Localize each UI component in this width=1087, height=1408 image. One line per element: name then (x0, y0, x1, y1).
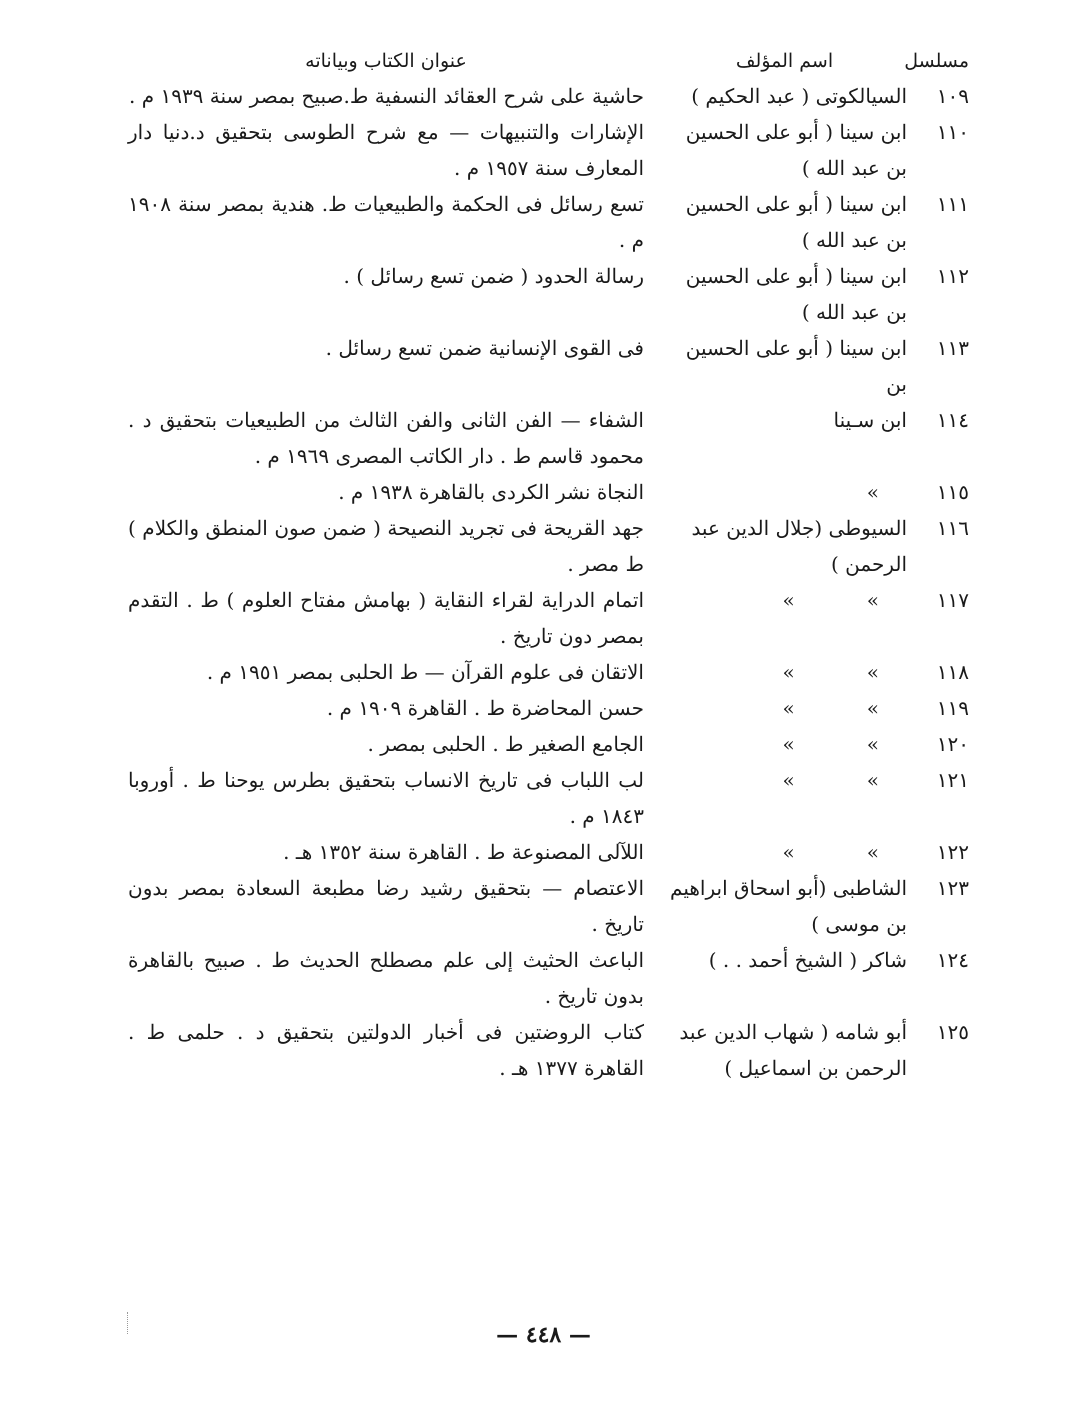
table-row (128, 726, 969, 762)
row-serial: ١١٤ (936, 408, 969, 432)
ditto-mark: » (782, 768, 795, 792)
row-author: الشاطبى (أبو اسحاق ابراهيم بن موسى ) (670, 876, 907, 936)
table-row (128, 114, 969, 186)
table-row (128, 1014, 969, 1086)
table-row (128, 942, 969, 1014)
row-author: ابن سينا ( أبو على الحسين بن عبد الله ) (685, 264, 907, 324)
ditto-mark: » (782, 660, 795, 684)
row-serial: ١٢٠ (936, 732, 969, 756)
header-title: عنوان الكتاب وبياناته (305, 50, 467, 72)
row-serial: ١٠٩ (936, 84, 969, 108)
row-author: ابن سينا ( أبو على الحسين بن عبد الله ) (685, 192, 907, 252)
table-row (128, 582, 969, 654)
row-author (644, 726, 907, 762)
row-serial: ١١١ (936, 192, 969, 216)
ditto-mark: » (866, 840, 879, 864)
table-row (128, 870, 969, 942)
row-title: الشفاء — الفن الثانى والفن الثالث من الطبيعيات بتحقيق د . محمود قاسم ط . دار الكاتب المصرى ١٩٦٩ م . (128, 408, 644, 468)
row-author: شاكر ( الشيخ أحمد . . ) (708, 948, 907, 972)
table-row (128, 690, 969, 726)
row-title: كتاب الروضتين فى أخبار الدولتين بتحقيق د . حلمى ط . القاهرة ١٣٧٧ هـ . (128, 1020, 644, 1080)
row-title: الاتقان فى علوم القرآن — ط الحلبى بمصر ١٩٥١ م . (206, 660, 644, 684)
ditto-mark: » (782, 588, 795, 612)
table-row (128, 330, 969, 402)
row-title: الجامع الصغير ط . الحلبى بمصر . (367, 732, 644, 756)
row-title: لب اللباب فى تاريخ الانساب بتحقيق بطرس يوحنا ط . أوروبا ١٨٤٣ م . (128, 768, 644, 828)
row-serial: ١١٧ (936, 588, 969, 612)
table-row (128, 654, 969, 690)
row-serial: ١١٦ (936, 516, 969, 540)
header-author: اسم المؤلف (735, 50, 834, 72)
header-serial: مسلسل (904, 50, 969, 72)
row-serial: ١١٨ (936, 660, 969, 684)
ditto-mark: » (782, 732, 795, 756)
ditto-mark: » (866, 732, 879, 756)
bibliography-list (128, 78, 969, 1086)
row-author: أبو شامه ( شهاب الدين عبد الرحمن بن اسماعيل ) (679, 1020, 907, 1080)
row-author: السيالكوتى ( عبد الحكيم ) (691, 84, 907, 108)
table-row (128, 474, 969, 510)
ditto-mark: » (782, 696, 795, 720)
ditto-mark: » (866, 660, 879, 684)
row-title: تسع رسائل فى الحكمة والطبيعيات ط. هندية بمصر سنة ١٩٠٨ م . (128, 192, 645, 252)
table-header (128, 32, 969, 72)
row-title: حاشية على شرح العقائد النسفية ط.صبيح بمصر سنة ١٩٣٩ م . (128, 84, 644, 108)
row-title: رسالة الحدود ( ضمن تسع رسائل ) . (343, 264, 644, 288)
row-title: جهد القريحة فى تجريد النصيحة ( ضمن صون المنطق والكلام ) ط مصر . (128, 516, 644, 576)
row-serial: ١٢٤ (936, 948, 969, 972)
row-title: اللآلى المصنوعة ط . القاهرة سنة ١٣٥٢ هـ . (283, 840, 644, 864)
row-title: فى القوى الإنسانية ضمن تسع رسائل . (325, 336, 644, 360)
row-author (644, 690, 907, 726)
table-row (128, 402, 969, 474)
ditto-mark: » (866, 768, 879, 792)
row-serial: ١٢٣ (936, 876, 969, 900)
row-author: ابن سينا ( أبو على الحسين بن عبد الله ) (685, 120, 907, 180)
ditto-mark: » (782, 840, 795, 864)
row-author (644, 474, 907, 510)
row-title: حسن المحاضرة ط . القاهرة ١٩٠٩ م . (326, 696, 644, 720)
ditto-mark: » (866, 588, 879, 612)
row-serial: ١٢٢ (936, 840, 969, 864)
row-title: اتمام الدراية لقراء النقاية ( بهامش مفتاح العلوم ) ط . التقدم بمصر دون تاريخ . (128, 588, 644, 648)
ditto-mark: » (866, 696, 879, 720)
row-serial: ١١٩ (936, 696, 969, 720)
row-author: السيوطى (جلال الدين عبد الرحمن ) (691, 516, 907, 576)
table-row (128, 78, 969, 114)
row-author (644, 834, 907, 870)
table-row (128, 834, 969, 870)
row-author (644, 654, 907, 690)
row-serial: ١١٠ (936, 120, 969, 144)
table-row (128, 258, 969, 330)
ditto-mark: » (866, 480, 879, 504)
row-title: النجاة نشر الكردى بالقاهرة ١٩٣٨ م . (338, 480, 644, 504)
page-number: — ٤٤٨ — (496, 1322, 591, 1348)
row-author (644, 582, 907, 618)
table-row (128, 762, 969, 834)
table-row (128, 510, 969, 582)
row-author: ابن سـينا (833, 408, 907, 432)
table-row (128, 186, 969, 258)
row-serial: ١٢٥ (936, 1020, 969, 1044)
row-author: ابن سينا ( أبو على الحسين بن (685, 336, 907, 396)
row-title: الباعث الحثيث إلى علم مصطلح الحديث ط . صبيح بالقاهرة بدون تاريخ . (128, 948, 644, 1008)
row-serial: ١١٣ (936, 336, 969, 360)
row-serial: ١١٥ (936, 480, 969, 504)
row-author (644, 762, 907, 798)
row-title: الإشارات والتنبيهات — مع شرح الطوسى بتحقيق د.دنيا دار المعارف سنة ١٩٥٧ م . (128, 120, 644, 180)
row-serial: ١١٢ (936, 264, 969, 288)
row-serial: ١٢١ (936, 768, 969, 792)
row-title: الاعتصام — بتحقيق رشيد رضا مطبعة السعادة بمصر بدون تاريخ . (128, 876, 644, 936)
